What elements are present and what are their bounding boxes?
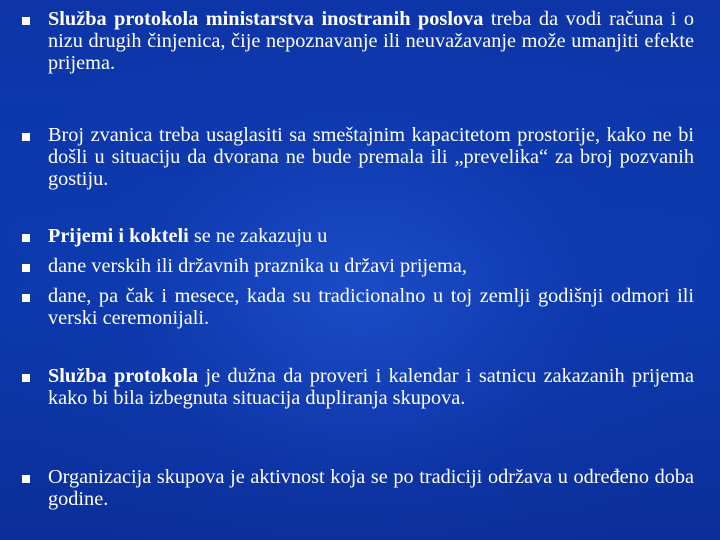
bullet-text bbox=[48, 365, 694, 409]
bullet-text bbox=[48, 285, 694, 329]
bullet-item bbox=[22, 255, 694, 277]
bullet-item bbox=[22, 466, 694, 510]
bullet-body-text: dane, pa čak i mesece, kada su tradicionalno u toj zemlji godišnji odmori ili verski ceremonijali. bbox=[48, 285, 694, 329]
bullet-item bbox=[22, 124, 694, 190]
bullet-item bbox=[22, 285, 694, 329]
bullet-text bbox=[48, 124, 694, 190]
square-bullet-icon bbox=[22, 234, 30, 242]
square-bullet-icon bbox=[22, 17, 30, 25]
bullet-item bbox=[22, 365, 694, 409]
bullet-bold-text: Služba protokola bbox=[48, 365, 199, 387]
bullet-text bbox=[48, 225, 694, 247]
bullet-body-text: Organizacija skupova je aktivnost koja se po tradiciji održava u određeno doba godine. bbox=[48, 466, 694, 510]
square-bullet-icon bbox=[22, 475, 30, 483]
bullet-body-text: je dužna da proveri i kalendar i satnicu zakazanih prijema kako bi bila izbegnuta situacija dupliranja skupova. bbox=[48, 365, 694, 409]
bullet-item bbox=[22, 225, 694, 247]
square-bullet-icon bbox=[22, 294, 30, 302]
bullet-body-text: dane verskih ili državnih praznika u državi prijema, bbox=[48, 255, 467, 277]
bullet-body-text: treba da vodi računa i o nizu drugih činjenica, čije nepoznavanje ili neuvažavanje može umanjiti efekte prijema. bbox=[48, 8, 694, 74]
bullet-text bbox=[48, 255, 694, 277]
bullet-bold-text: Služba protokola ministarstva inostranih poslova bbox=[48, 8, 484, 30]
bullet-text bbox=[48, 8, 694, 74]
square-bullet-icon bbox=[22, 264, 30, 272]
square-bullet-icon bbox=[22, 133, 30, 141]
bullet-body-text: Broj zvanica treba usaglasiti sa smeštajnim kapacitetom prostorije, kako ne bi došli u situaciju da dvorana ne bude premala ili „prevelika“ za broj pozvanih gostiju. bbox=[48, 124, 694, 190]
square-bullet-icon bbox=[22, 374, 30, 382]
bullet-text bbox=[48, 466, 694, 510]
bullet-bold-text: Prijemi i kokteli bbox=[48, 225, 189, 247]
bullet-item bbox=[22, 8, 694, 74]
bullet-body-text: se ne zakazuju u bbox=[188, 225, 328, 247]
